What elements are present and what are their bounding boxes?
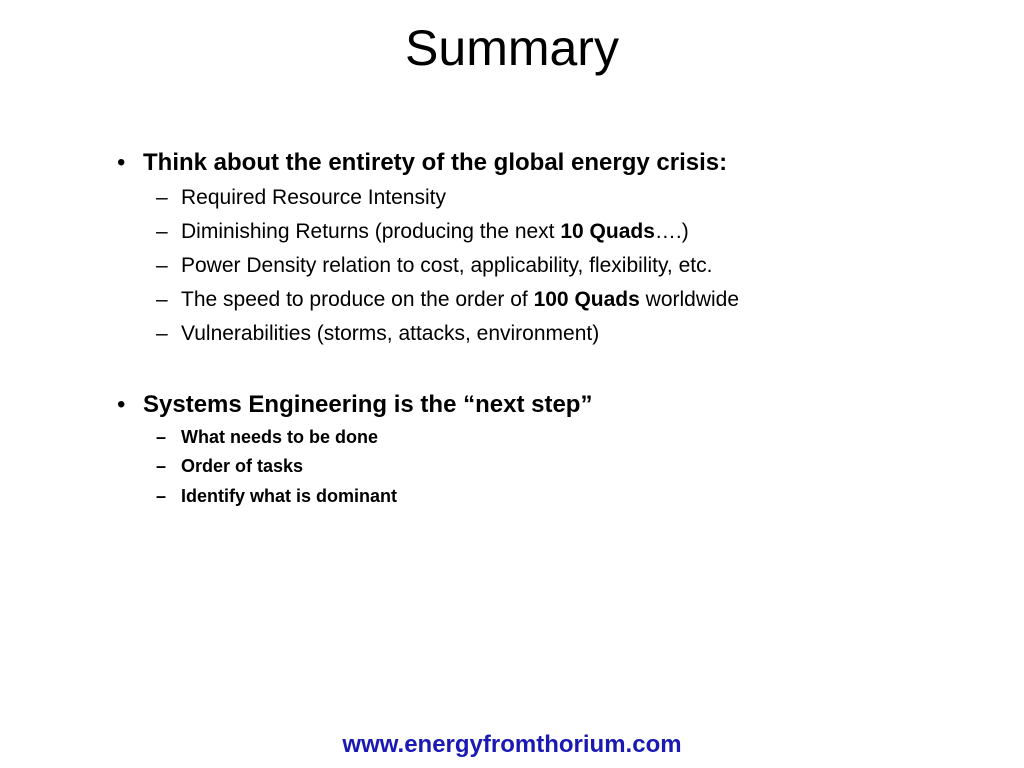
bullet-heading: Think about the entirety of the global energy crisis:: [143, 149, 728, 176]
bullet-energy-crisis: [117, 148, 727, 178]
sub-item-text: Power Density relation to cost, applicability, flexibility, etc.: [181, 254, 713, 277]
sub-item-text: Identify what is dominant: [181, 486, 398, 506]
dash-icon: –: [156, 322, 168, 345]
dash-icon: –: [156, 220, 168, 243]
sub-item-power-density: [156, 253, 712, 279]
sub-item-text: [181, 219, 689, 245]
bullet-systems-engineering: [117, 390, 592, 420]
sub-item-text: [181, 287, 739, 313]
bullet-point-icon: •: [117, 391, 126, 418]
sub-item-production-speed: [156, 287, 739, 313]
sub-item-text-bold: 100 Quads: [533, 288, 640, 311]
footer-website-url: www.energyfromthorium.com: [342, 731, 682, 758]
sub-item-text-bold: 10 Quads: [560, 220, 655, 243]
sub-item-text: Vulnerabilities (storms, attacks, environment): [181, 322, 600, 345]
dash-icon: –: [156, 486, 167, 506]
sub-item-text-pre: The speed to produce on the order of: [181, 288, 534, 311]
sub-item-vulnerabilities: [156, 321, 599, 347]
bullet-point-icon: •: [117, 149, 126, 176]
dash-icon: –: [156, 288, 168, 311]
sub-item-diminishing-returns: [156, 219, 689, 245]
sub-item-text-post: ….): [654, 220, 689, 243]
sub-item-text: What needs to be done: [181, 427, 379, 447]
sub-item-text-pre: Diminishing Returns (producing the next: [181, 220, 561, 243]
dash-icon: –: [156, 254, 168, 277]
sub-item-text-post: worldwide: [639, 288, 740, 311]
dash-icon: –: [156, 427, 167, 447]
bullet-heading: Systems Engineering is the “next step”: [143, 391, 593, 418]
dash-icon: –: [156, 186, 168, 209]
sub-item-order-of-tasks: [156, 455, 303, 477]
slide-title: Summary: [405, 20, 619, 76]
sub-item-text: Order of tasks: [181, 456, 304, 476]
sub-item-resource-intensity: [156, 185, 446, 211]
sub-item-identify-dominant: [156, 485, 397, 507]
sub-item-what-needs-done: [156, 426, 378, 448]
sub-item-text: Required Resource Intensity: [181, 186, 446, 209]
dash-icon: –: [156, 456, 167, 476]
